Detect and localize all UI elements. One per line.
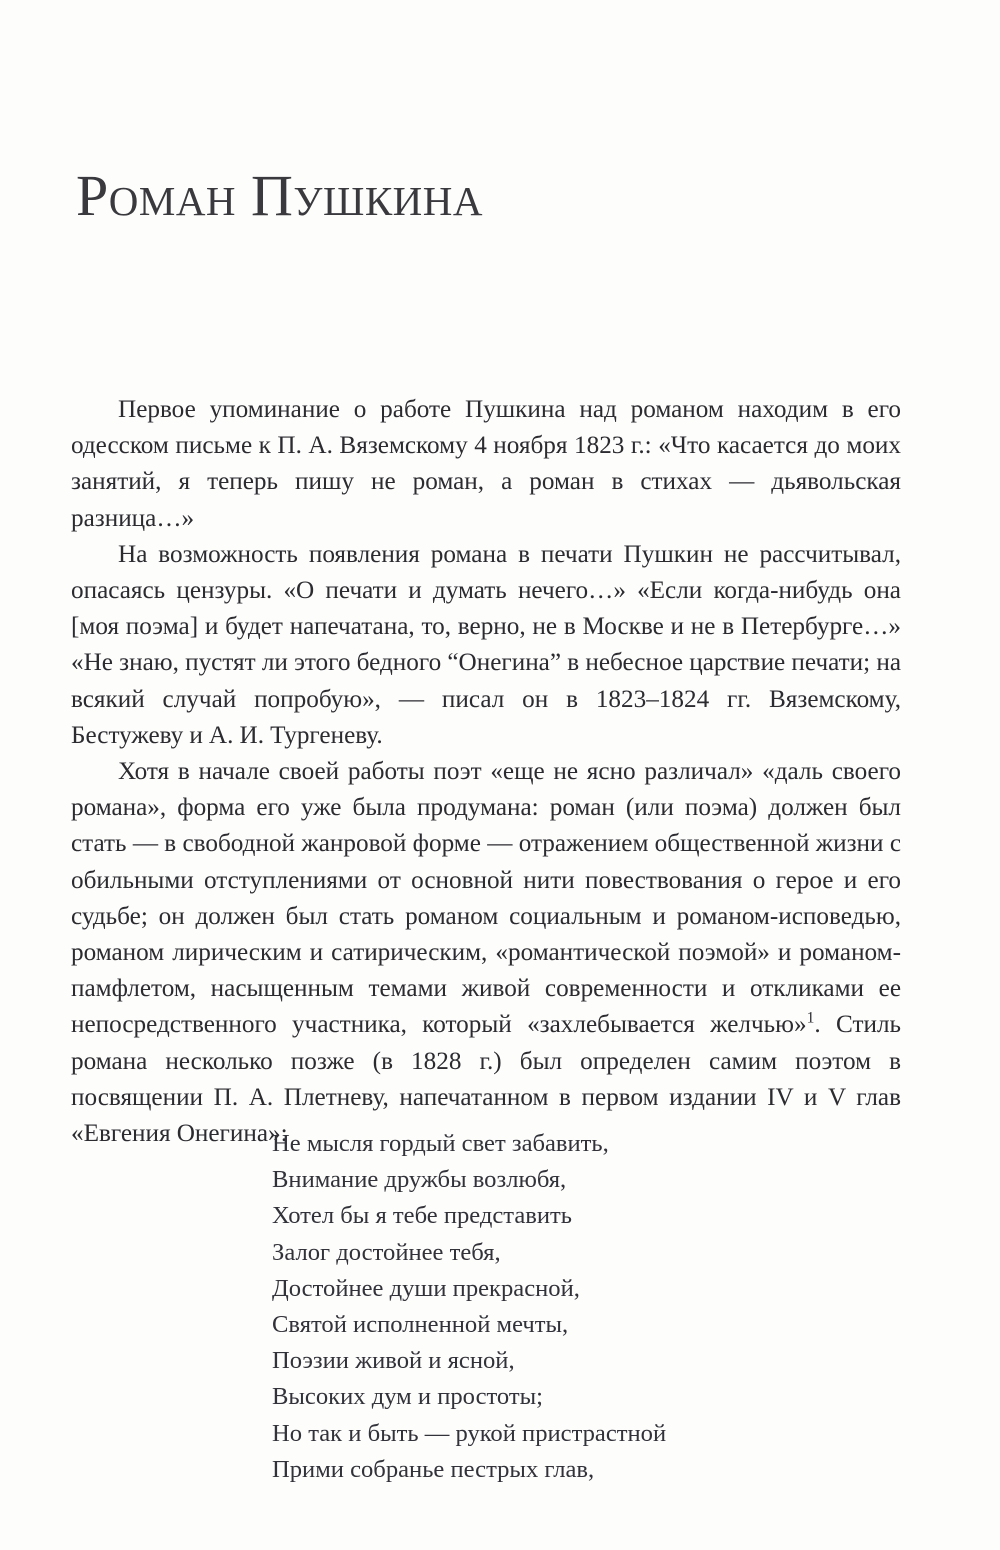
body-text-block <box>71 392 901 1152</box>
paragraph-3-text-before-footnote: Хотя в начале своей работы поэт «еще не ясно различал» «даль своего романа», форма его уже была продумана: роман (или поэма) должен был стать — в свободной жанровой форме — отражением общественной жизни с обильными отступлениями от основной нити повествования о герое и его судьбе; он должен был стать романом социальным и романом-исповедью, романом лирическим и сатирическим, «романтической поэмой» и романом-памфлетом, насыщенным темами живой современности и откликами ее непосредственного участника, который «захлебывается желчью» <box>71 758 901 1039</box>
verse-line: Прими собранье пестрых глав, <box>272 1455 595 1483</box>
verse-line: Достойнее души прекрасной, <box>272 1274 580 1302</box>
paragraph-1: Первое упоминание о работе Пушкина над романом находим в его одесском письме к П. А. Вяземскому 4 ноября 1823 г.: «Что касается до моих занятий, я теперь пишу не роман, а роман в стихах — дьявольская разница…» <box>71 396 901 532</box>
verse-line: Не мысля гордый свет забавить, <box>272 1130 609 1157</box>
footnote-marker[interactable]: 1 <box>806 1009 815 1027</box>
verse-line: Поэзии живой и ясной, <box>272 1347 515 1375</box>
page-title: Роман Пушкина <box>76 162 483 228</box>
paragraph-3 <box>71 754 901 1152</box>
verse-quote-block <box>272 1126 872 1488</box>
verse-line: Внимание дружбы возлюбя, <box>272 1166 567 1194</box>
paragraph-3-text-after-footnote: . Стиль романа несколько позже (в 1828 г.) был определен самим поэтом в посвящении П. А. Плетневу, напечатанном в первом издании IV и V глав «Евгения Онегина»: <box>71 1011 902 1148</box>
verse-line: Но так и быть — рукой пристрастной <box>272 1419 667 1447</box>
paragraph-2: На возможность появления романа в печати Пушкин не рассчитывал, опасаясь цензуры. «О печати и думать нечего…» «Если когда-нибудь она [моя поэма] и будет напечатана, то, верно, не в Москве и не в Петербурге…» «Не знаю, пустят ли этого бедного “Онегина” в небесное царствие печати; на всякий случай попробую», — писал он в 1823–1824 гг. Вяземскому, Бестужеву и А. И. Тургеневу. <box>71 540 901 749</box>
verse-line: Высоких дум и простоты; <box>272 1383 543 1411</box>
verse-line: Хотел бы я тебе представить <box>272 1202 573 1230</box>
verse-line: Залог достойнее тебя, <box>272 1238 501 1266</box>
verse-line: Святой исполненной мечты, <box>272 1311 569 1339</box>
